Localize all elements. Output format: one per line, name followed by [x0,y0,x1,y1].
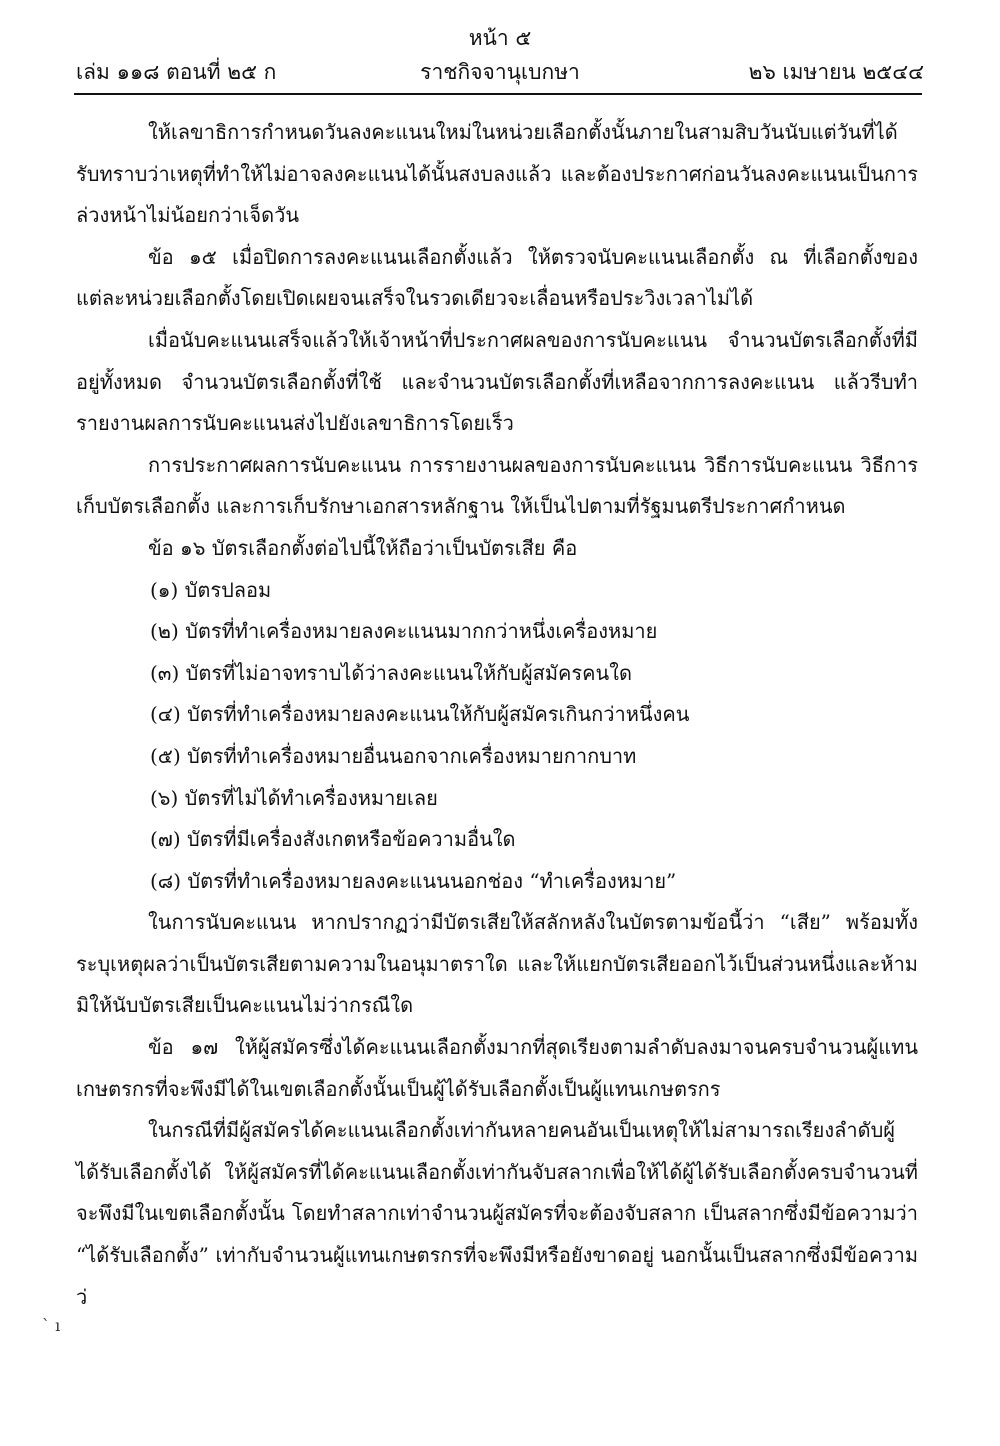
paragraph-clause-15: ข้อ ๑๕ เมื่อปิดการลงคะแนนเลือกตั้งแล้ว ให้ตรวจนับคะแนนเลือกตั้ง ณ ที่เลือกตั้งของแต่ละหน่วยเลือกตั้งโดยเปิดเผยจนเสร็จในรวดเดียวจะเลื่อนหรือประวิงเวลาไม่ได้ [76,244,918,311]
list-item: (๑) บัตรปลอม [150,577,272,602]
paragraph-count-announcement: เมื่อนับคะแนนเสร็จแล้วให้เจ้าหน้าที่ประกาศผลของการนับคะแนน จำนวนบัตรเลือกตั้งที่มีอยู่ทั้งหมด จำนวนบัตรเลือกตั้งที่ใช้ และจำนวนบัตรเลือกตั้งที่เหลือจากการลงคะแนน แล้วรีบทำรายงานผลการนับคะแนนส่งไปยังเลขาธิการโดยเร็ว [76,327,918,436]
page-number: หน้า ๕ [468,26,532,50]
publication-date: ๒๖ เมษายน ๒๕๔๔ [748,60,924,84]
volume-issue: เล่ม ๑๑๘ ตอนที่ ๒๕ ก [76,60,277,84]
list-item: (๔) บัตรที่ทำเครื่องหมายลงคะแนนให้กับผู้สมัครเกินกว่าหนึ่งคน [150,702,690,727]
header-rule [74,93,922,95]
paragraph-clause-17: ข้อ ๑๗ ให้ผู้สมัครซึ่งได้คะแนนเลือกตั้งมากที่สุดเรียงตามลำดับลงมาจนครบจำนวนผู้แทนเกษตรกรที่จะพึงมีได้ในเขตเลือกตั้งนั้นเป็นผู้ได้รับเลือกตั้งเป็นผู้แทนเกษตรกร [76,1035,918,1101]
paragraph-tie-lottery: ในกรณีที่มีผู้สมัครได้คะแนนเลือกตั้งเท่ากันหลายคนอันเป็นเหตุให้ไม่สามารถเรียงลำดับผู้ได้รับเลือกตั้งได้ ให้ผู้สมัครที่ได้คะแนนเลือกตั้งเท่ากันจับสลากเพื่อให้ได้ผู้ได้รับเลือกตั้งครบจำนวนที่จะพึงมีในเขตเลือกตั้งนั้น โดยทำสลากเท่าจำนวนผู้สมัครที่จะต้องจับสลาก เป็นสลากซึ่งมีข้อความว่า “ได้รับเลือกตั้ง” เท่ากับจำนวนผู้แทนเกษตรกรที่จะพึงมีหรือยังขาดอยู่ นอกนั้นเป็นสลากซึ่งมีข้อความว่ [76,1118,918,1309]
paragraph-new-vote-date: ให้เลขาธิการกำหนดวันลงคะแนนใหม่ในหน่วยเลือกตั้งนั้นภายในสามสิบวันนับแต่วันที่ได้รับทราบว่าเหตุที่ทำให้ไม่อาจลงคะแนนได้นั้นสงบลงแล้ว และต้องประกาศก่อนวันลงคะแนนเป็นการล่วงหน้าไม่น้อยกว่าเจ็ดวัน [76,120,918,228]
paragraph-clause-16: ข้อ ๑๖ บัตรเลือกตั้งต่อไปนี้ให้ถือว่าเป็นบัตรเสีย คือ [148,535,578,560]
list-item: (๓) บัตรที่ไม่อาจทราบได้ว่าลงคะแนนให้กับผู้สมัครคนใด [150,660,632,685]
list-item: (๗) บัตรที่มีเครื่องสังเกตหรือข้อความอื่นใด [150,827,516,852]
list-item: (๘) บัตรที่ทำเครื่องหมายลงคะแนนนอกช่อง “ทำเครื่องหมาย” [150,868,677,893]
margin-mark: ` ı [42,1316,61,1335]
document-body [76,112,918,1318]
paragraph-count-procedure: การประกาศผลการนับคะแนน การรายงานผลของการนับคะแนน วิธีการนับคะแนน วิธีการเก็บบัตรเลือกตั้ง และการเก็บรักษาเอกสารหลักฐาน ให้เป็นไปตามที่รัฐมนตรีประกาศกำหนด [76,452,918,519]
list-item: (๕) บัตรที่ทำเครื่องหมายอื่นนอกจากเครื่องหมายกากบาท [150,743,637,768]
publication-name: ราชกิจจานุเบกษา [420,60,580,84]
list-item: (๒) บัตรที่ทำเครื่องหมายลงคะแนนมากกว่าหนึ่งเครื่องหมาย [150,619,658,644]
paragraph-spoiled-ballots: ในการนับคะแนน หากปรากฏว่ามีบัตรเสียให้สลักหลังในบัตรตามข้อนี้ว่า “เสีย” พร้อมทั้งระบุเหตุผลว่าเป็นบัตรเสียตามความในอนุมาตราใด และให้แยกบัตรเสียออกไว้เป็นส่วนหนึ่งและห้ามมิให้นับบัตรเสียเป็นคะแนนไม่ว่ากรณีใด [76,910,918,1018]
list-item: (๖) บัตรที่ไม่ได้ทำเครื่องหมายเลย [150,785,438,810]
